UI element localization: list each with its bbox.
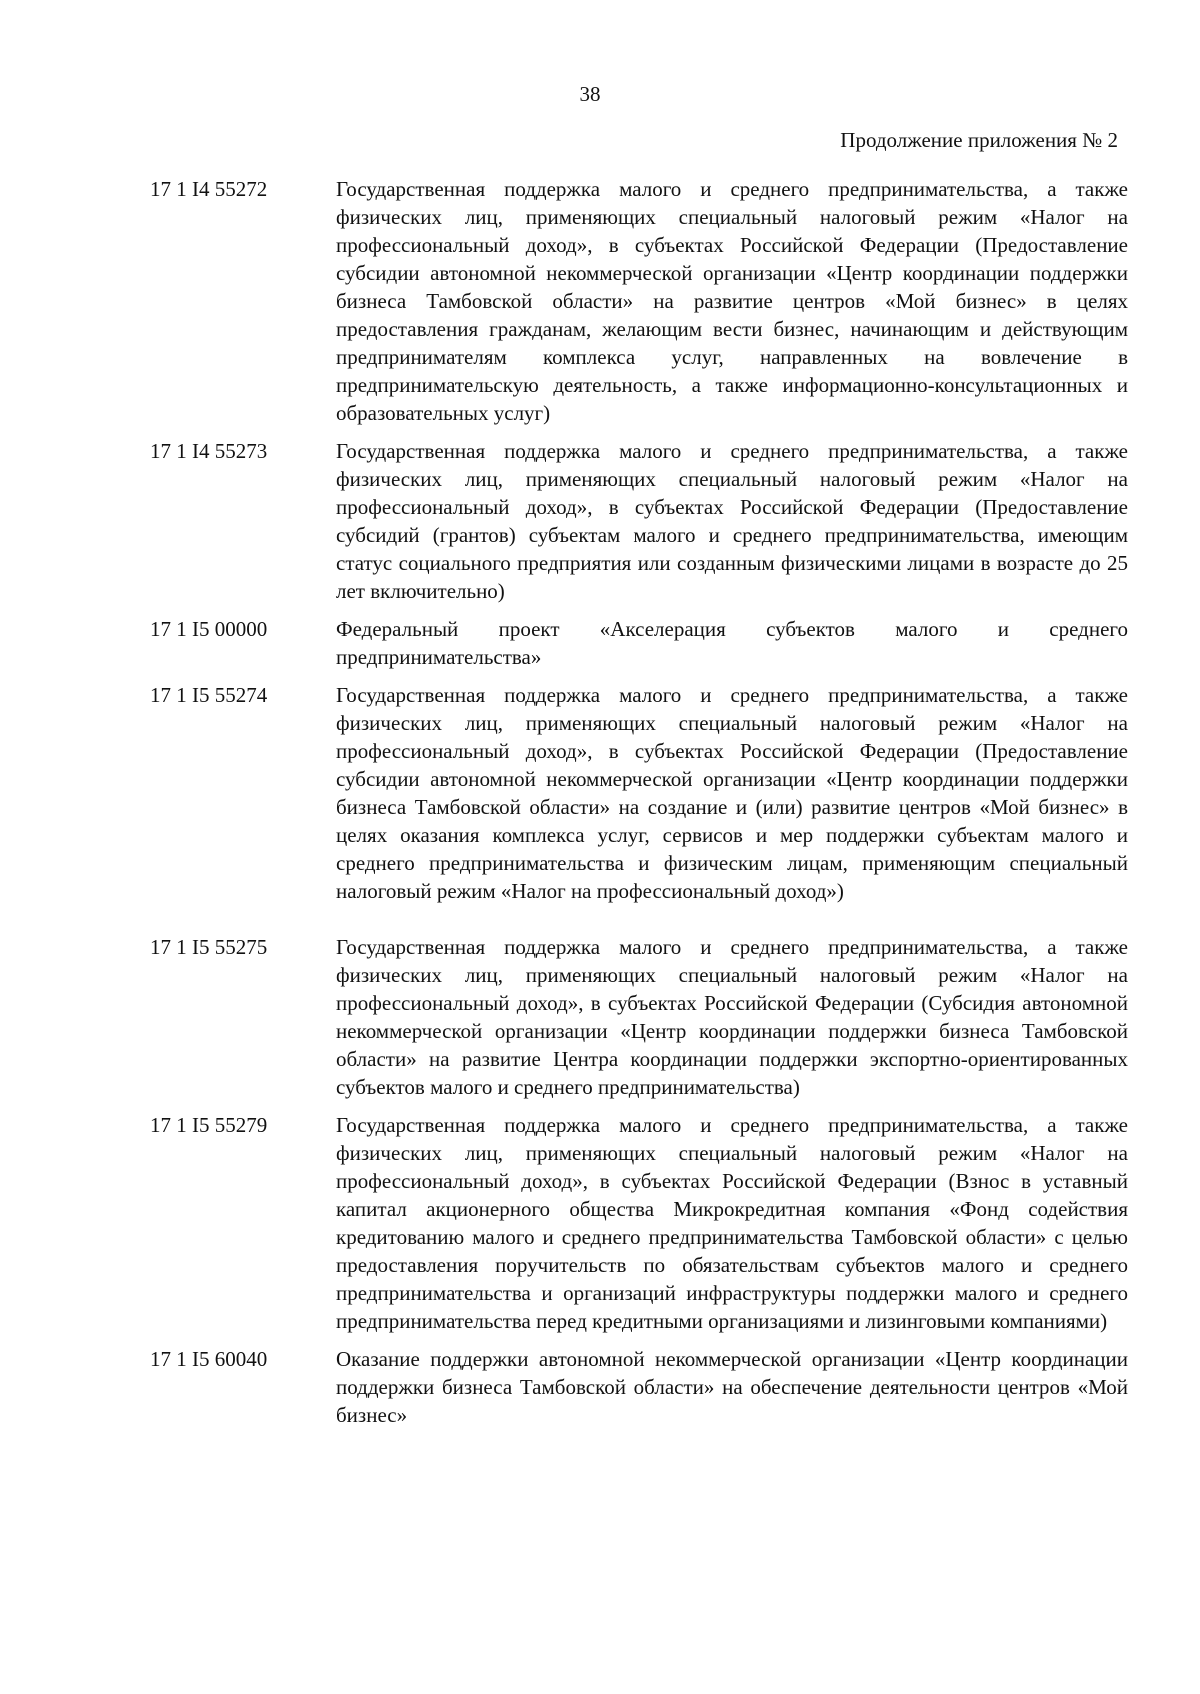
list-item (150, 1111, 1128, 1335)
page-number: 38 (579, 82, 601, 106)
classification-code: 17 1 I4 55273 (150, 439, 268, 463)
list-item (150, 437, 1128, 605)
classification-code: 17 1 I5 00000 (150, 617, 268, 641)
classification-description: Государственная поддержка малого и среднего предпринимательства, а также физических лиц, применяющих специальный налоговый режим «Налог на профессиональный доход», в субъектах Российской Федерации (Предоставление субсидий (грантов) субъектам малого и среднего предпринимательства, имеющим статус социального предприятия или созданным физическими лицами в возрасте до 25 лет включительно) (336, 439, 1128, 603)
classification-code: 17 1 I5 55274 (150, 683, 268, 707)
classification-code: 17 1 I5 60040 (150, 1347, 268, 1371)
list-item (150, 933, 1128, 1101)
list-item (150, 681, 1128, 905)
classification-description: Государственная поддержка малого и среднего предпринимательства, а также физических лиц, применяющих специальный налоговый режим «Налог на профессиональный доход», в субъектах Российской Федерации (Субсидия автономной некоммерческой организации «Центр координации поддержки бизнеса Тамбовской области» на развитие Центра координации поддержки экспортно-ориентированных субъектов малого и среднего предпринимательства) (336, 935, 1128, 1099)
list-item (150, 615, 1128, 671)
appendix-continuation-note: Продолжение приложения № 2 (840, 128, 1118, 152)
list-item (150, 1345, 1128, 1429)
classification-description: Государственная поддержка малого и среднего предпринимательства, а также физических лиц, применяющих специальный налоговый режим «Налог на профессиональный доход», в субъектах Российской Федерации (Предоставление субсидии автономной некоммерческой организации «Центр координации поддержки бизнеса Тамбовской области» на создание и (или) развитие центров «Мой бизнес» в целях оказания комплекса услуг, сервисов и мер поддержки субъектам малого и среднего предпринимательства и физическим лицам, применяющим специальный налоговый режим «Налог на профессиональный доход») (336, 683, 1128, 903)
classification-code: 17 1 I5 55279 (150, 1113, 268, 1137)
classification-description: Государственная поддержка малого и среднего предпринимательства, а также физических лиц, применяющих специальный налоговый режим «Налог на профессиональный доход», в субъектах Российской Федерации (Взнос в уставный капитал акционерного общества Микрокредитная компания «Фонд содействия кредитованию малого и среднего предпринимательства Тамбовской области» с целью предоставления поручительств по обязательствам субъектов малого и среднего предпринимательства и организаций инфраструктуры поддержки малого и среднего предпринимательства перед кредитными организациями и лизинговыми компаниями) (336, 1113, 1128, 1333)
budget-classification-list (150, 175, 1128, 1429)
classification-description: Федеральный проект «Акселерация субъектов малого и среднего предпринимательства» (336, 617, 1128, 669)
classification-description: Государственная поддержка малого и среднего предпринимательства, а также физических лиц, применяющих специальный налоговый режим «Налог на профессиональный доход», в субъектах Российской Федерации (Предоставление субсидии автономной некоммерческой организации «Центр координации поддержки бизнеса Тамбовской области» на развитие центров «Мой бизнес» в целях предоставления гражданам, желающим вести бизнес, начинающим и действующим предпринимателям комплекса услуг, направленных на вовлечение в предпринимательскую деятельность, а также информационно-консультационных и образовательных услуг) (336, 177, 1128, 425)
classification-code: 17 1 I4 55272 (150, 177, 268, 201)
list-item (150, 175, 1128, 427)
classification-code: 17 1 I5 55275 (150, 935, 268, 959)
classification-description: Оказание поддержки автономной некоммерческой организации «Центр координации поддержки бизнеса Тамбовской области» на обеспечение деятельности центров «Мой бизнес» (336, 1347, 1128, 1427)
